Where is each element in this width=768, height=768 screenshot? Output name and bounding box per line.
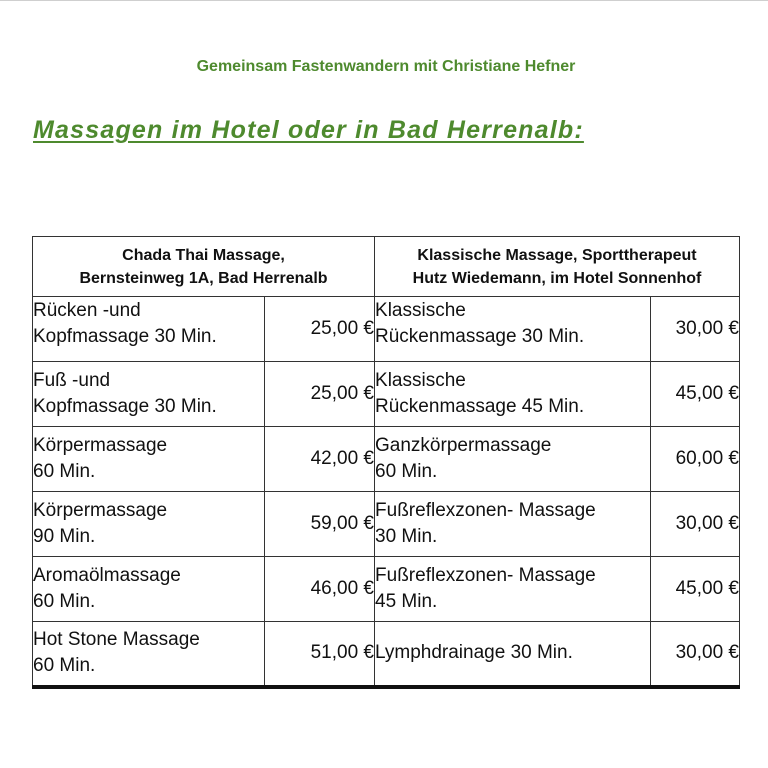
header-left-line-1: Chada Thai Massage, bbox=[122, 246, 285, 264]
left-massage-price: 59,00 € bbox=[265, 492, 375, 557]
left-massage-price: 51,00 € bbox=[265, 622, 375, 687]
right-name-line-1: Fußreflexzonen- Massage bbox=[375, 500, 596, 521]
massage-price-table bbox=[32, 236, 740, 689]
right-name-line-1: Klassische bbox=[375, 300, 466, 321]
header-chada-thai-massage bbox=[33, 237, 375, 297]
right-massage-price: 60,00 € bbox=[651, 427, 740, 492]
right-name-line-2: 30 Min. bbox=[375, 526, 438, 547]
table-row bbox=[33, 492, 740, 557]
right-massage-name bbox=[375, 557, 651, 622]
left-massage-price: 46,00 € bbox=[265, 557, 375, 622]
left-name-line-1: Rücken -und bbox=[33, 300, 141, 321]
right-massage-price: 45,00 € bbox=[651, 557, 740, 622]
right-name-line-1: Klassische bbox=[375, 370, 466, 391]
right-massage-name bbox=[375, 622, 651, 687]
table-header-row bbox=[33, 237, 740, 297]
right-name-line-2: 45 Min. bbox=[375, 591, 438, 612]
left-name-line-2: 60 Min. bbox=[33, 591, 96, 612]
left-name-line-2: 60 Min. bbox=[33, 655, 96, 677]
left-name-line-2: 90 Min. bbox=[33, 526, 96, 547]
right-massage-name bbox=[375, 427, 651, 492]
left-massage-price: 25,00 € bbox=[265, 297, 375, 362]
right-name-line-2: Rückenmassage 30 Min. bbox=[375, 326, 585, 347]
right-name-line-1: Fußreflexzonen- Massage bbox=[375, 565, 596, 586]
right-name-line-1: Ganzkörpermassage bbox=[375, 435, 552, 456]
left-name-line-2: 60 Min. bbox=[33, 461, 96, 482]
left-name-line-2: Kopfmassage 30 Min. bbox=[33, 396, 217, 417]
left-massage-price: 25,00 € bbox=[265, 362, 375, 427]
header-right-line-2: Hutz Wiedemann, im Hotel Sonnenhof bbox=[412, 269, 702, 287]
table-row bbox=[33, 362, 740, 427]
right-massage-price: 30,00 € bbox=[651, 297, 740, 362]
page-subtitle: Gemeinsam Fastenwandern mit Christiane Hefner bbox=[196, 58, 576, 75]
right-name-line-2: Rückenmassage 45 Min. bbox=[375, 396, 585, 417]
left-name-line-2: Kopfmassage 30 Min. bbox=[33, 326, 217, 347]
left-name-line-1: Aromaölmassage bbox=[33, 565, 181, 586]
right-massage-name bbox=[375, 297, 651, 362]
table-row bbox=[33, 557, 740, 622]
left-massage-price: 42,00 € bbox=[265, 427, 375, 492]
left-name-line-1: Körpermassage bbox=[33, 435, 168, 456]
page-top-border bbox=[0, 0, 768, 1]
header-klassische-massage bbox=[375, 237, 740, 297]
right-massage-price: 30,00 € bbox=[651, 492, 740, 557]
left-massage-name bbox=[33, 557, 265, 622]
right-massage-name bbox=[375, 362, 651, 427]
left-massage-name bbox=[33, 622, 265, 687]
right-massage-name bbox=[375, 492, 651, 557]
table-row bbox=[33, 297, 740, 362]
left-name-line-1: Hot Stone Massage bbox=[33, 629, 200, 651]
right-name-line-2: 60 Min. bbox=[375, 461, 438, 482]
left-name-line-1: Fuß -und bbox=[33, 370, 111, 391]
left-name-line-1: Körpermassage bbox=[33, 500, 168, 521]
page-title: Massagen im Hotel oder in Bad Herrenalb: bbox=[33, 116, 584, 144]
header-right-line-1: Klassische Massage, Sporttherapeut bbox=[417, 246, 697, 264]
header-left-line-2: Bernsteinweg 1A, Bad Herrenalb bbox=[79, 269, 328, 287]
right-massage-price: 45,00 € bbox=[651, 362, 740, 427]
left-massage-name bbox=[33, 297, 265, 362]
table-row bbox=[33, 622, 740, 687]
table-row bbox=[33, 427, 740, 492]
right-name-line-1: Lymphdrainage 30 Min. bbox=[375, 642, 573, 664]
left-massage-name bbox=[33, 427, 265, 492]
left-massage-name bbox=[33, 492, 265, 557]
left-massage-name bbox=[33, 362, 265, 427]
right-massage-price: 30,00 € bbox=[651, 622, 740, 687]
